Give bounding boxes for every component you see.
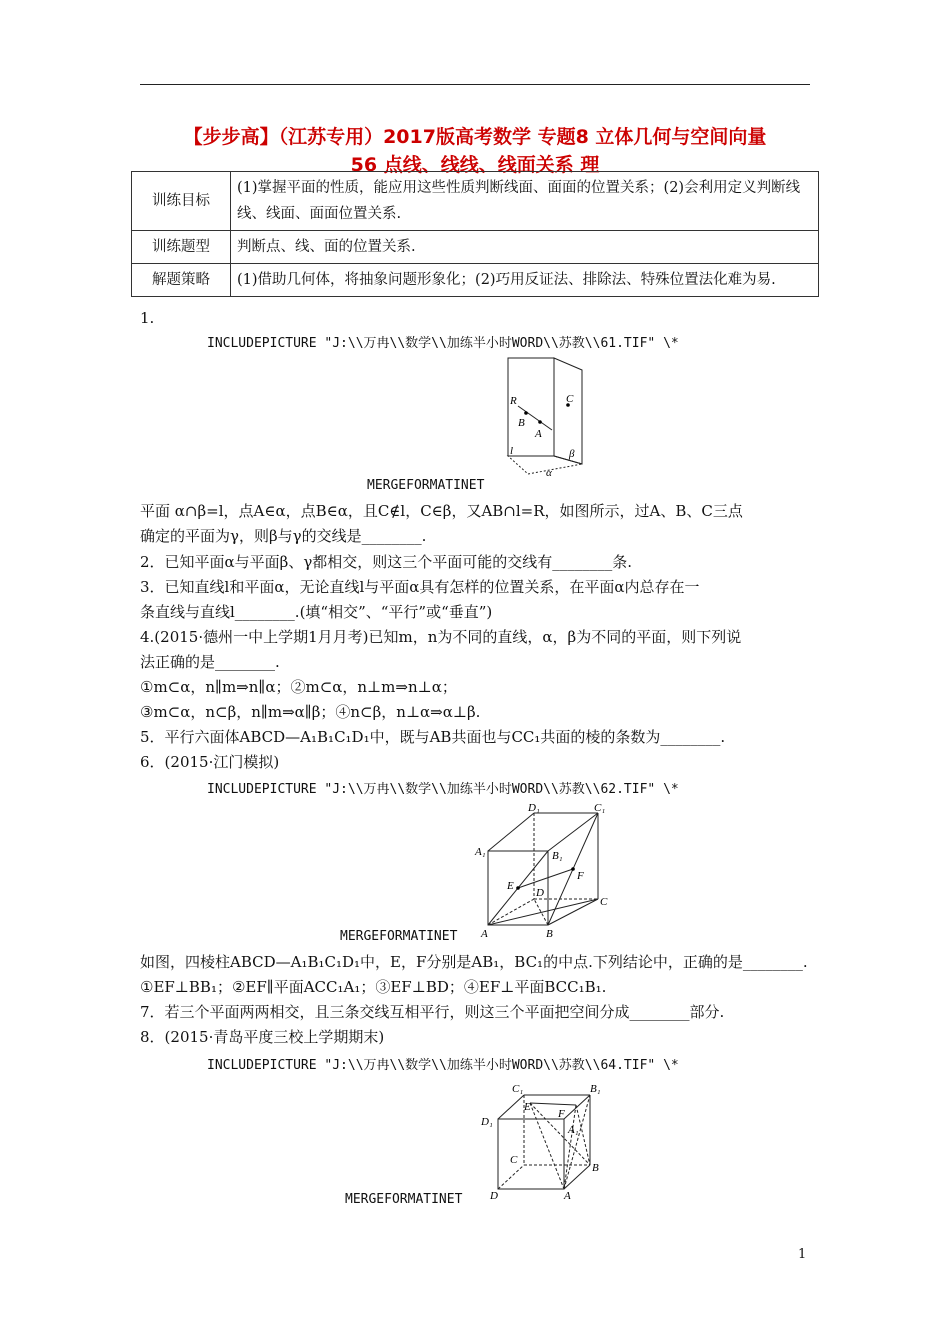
label-E: E	[524, 1101, 531, 1113]
table-row	[132, 231, 819, 264]
label-E: E	[507, 880, 514, 892]
mergeformat-field: MERGEFORMATINET	[340, 929, 458, 944]
label-C: C	[510, 1154, 518, 1166]
label-R: R	[510, 395, 517, 407]
label-D: D	[490, 1190, 498, 1202]
table-key: 训练目标	[132, 172, 231, 231]
question-4-option-1: ①m⊂α，n∥m⇒n∥α；②m⊂α，n⊥m⇒n⊥α；	[140, 678, 457, 696]
question-8-heading: 8．(2015·青岛平度三校上学期期末)	[140, 1028, 385, 1046]
label-C1: C₁	[594, 803, 606, 814]
question-5: 5．平行六面体ABCD—A₁B₁C₁D₁中，既与AB共面也与CC₁共面的棱的条数为________.	[140, 728, 726, 746]
label-D1: D₁	[528, 803, 540, 814]
question-6-heading: 6．(2015·江门模拟)	[140, 753, 280, 771]
page-subtitle: 56 点线、线线、线面关系 理	[350, 154, 600, 176]
label-A1: A₁	[568, 1124, 579, 1136]
mergeformat-field: MERGEFORMATINET	[345, 1192, 463, 1207]
question-3-line-2: 条直线与直线l________.(填“相交”、“平行”或“垂直”)	[140, 603, 493, 621]
figure-planes	[498, 356, 588, 482]
question-1-line-2: 确定的平面为γ，则β与γ的交线是________.	[140, 527, 427, 545]
page-title: 【步步高】（江苏专用）2017版高考数学 专题8 立体几何与空间向量	[183, 126, 767, 148]
label-B: B	[592, 1162, 599, 1174]
question-6-line-1: 如图，四棱柱ABCD—A₁B₁C₁D₁中，E，F分别是AB₁，BC₁的中点.下列结论中，正确的是________.	[140, 953, 808, 971]
training-table	[131, 171, 819, 297]
label-beta: β	[569, 448, 575, 460]
label-alpha: α	[546, 467, 552, 478]
label-D: D	[536, 887, 544, 899]
question-7: 7．若三个平面两两相交，且三条交线互相平行，则这三个平面把空间分成________部分.	[140, 1003, 725, 1021]
table-row	[132, 172, 819, 231]
label-C1: C₁	[512, 1083, 524, 1095]
page-number: 1	[798, 1247, 807, 1262]
question-4-option-2: ③m⊂α，n⊂β，n∥m⇒α∥β；④n⊂β，n⊥α⇒α⊥β.	[140, 703, 481, 721]
question-1-line-1: 平面 α∩β=l，点A∈α，点B∈α，且C∉l，C∈β，又AB∩l=R，如图所示，过A、B、C三点	[140, 502, 743, 520]
label-C: C	[566, 393, 574, 405]
question-number: 1.	[140, 309, 155, 327]
label-l: l	[510, 445, 514, 457]
table-value: (1)借助几何体，将抽象问题形象化；(2)巧用反证法、排除法、特殊位置法化难为易.	[231, 264, 819, 297]
label-F: F	[558, 1108, 565, 1120]
question-3-line-1: 3．已知直线l和平面α，无论直线l与平面α具有怎样的位置关系，在平面α内总存在一	[140, 578, 700, 596]
label-B1: B₁	[552, 850, 563, 862]
question-6-line-2: ①EF⊥BB₁；②EF∥平面ACC₁A₁；③EF⊥BD；④EF⊥平面BCC₁B₁.	[140, 978, 607, 996]
question-4-line-2: 法正确的是________.	[140, 653, 280, 671]
figure-cube	[478, 1081, 608, 1209]
label-A1: A₁	[475, 846, 486, 858]
include-picture-field: INCLUDEPICTURE "J:\\万冉\\数学\\加练半小时WORD\\苏教\\64.TIF" \*	[207, 1058, 679, 1073]
label-F: F	[577, 870, 584, 882]
table-value: (1)掌握平面的性质，能应用这些性质判断线面、面面的位置关系；(2)会利用定义判断线线、线面、面面位置关系.	[231, 172, 819, 231]
header-rule	[140, 84, 810, 85]
label-B: B	[518, 417, 525, 429]
table-key: 解题策略	[132, 264, 231, 297]
label-C: C	[600, 896, 608, 908]
label-B1: B₁	[590, 1083, 601, 1095]
figure-prism	[474, 803, 614, 943]
table-key: 训练题型	[132, 231, 231, 264]
label-A: A	[535, 428, 542, 440]
include-picture-field: INCLUDEPICTURE "J:\\万冉\\数学\\加练半小时WORD\\苏教\\61.TIF" \*	[207, 336, 679, 351]
question-2: 2．已知平面α与平面β、γ都相交，则这三个平面可能的交线有________条.	[140, 553, 633, 571]
question-4-line-1: 4.(2015·德州一中上学期1月月考)已知m，n为不同的直线，α，β为不同的平面，则下列说	[140, 628, 742, 646]
label-A: A	[481, 928, 488, 939]
label-A: A	[564, 1190, 571, 1202]
label-B: B	[546, 928, 553, 939]
table-value: 判断点、线、面的位置关系.	[231, 231, 819, 264]
mergeformat-field: MERGEFORMATINET	[367, 478, 485, 493]
include-picture-field: INCLUDEPICTURE "J:\\万冉\\数学\\加练半小时WORD\\苏教\\62.TIF" \*	[207, 782, 679, 797]
table-row	[132, 264, 819, 297]
label-D1: D₁	[481, 1116, 493, 1128]
